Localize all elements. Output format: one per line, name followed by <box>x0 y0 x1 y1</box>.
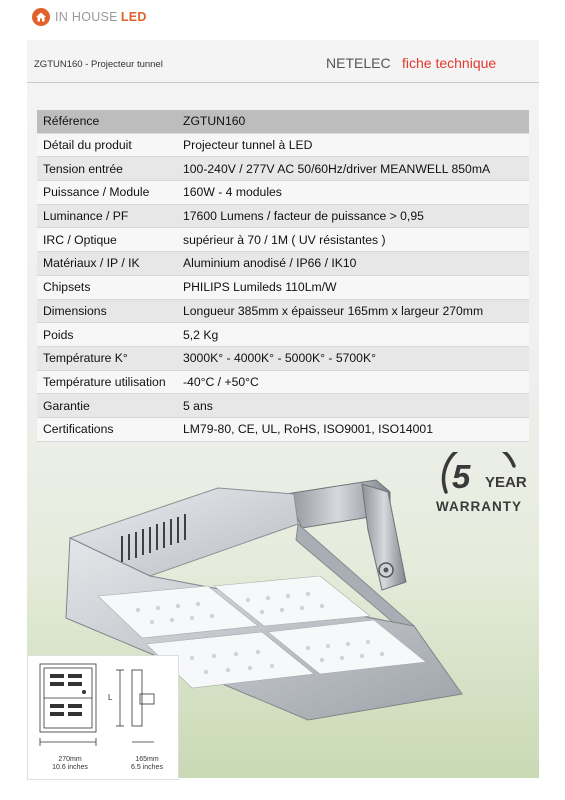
spec-value: 100-240V / 277V AC 50/60Hz/driver MEANWELL 850mA <box>177 157 529 181</box>
table-row <box>37 299 529 323</box>
spec-value: 5,2 Kg <box>177 323 529 347</box>
table-row <box>37 181 529 205</box>
spec-value: 160W - 4 modules <box>177 181 529 205</box>
warranty-year-label: YEAR <box>485 474 527 491</box>
warranty-label: WARRANTY <box>436 499 522 514</box>
table-row <box>37 417 529 441</box>
spec-label: Tension entrée <box>37 157 177 181</box>
spec-label: Poids <box>37 323 177 347</box>
spec-value: Longueur 385mm x épaisseur 165mm x largeur 270mm <box>177 299 529 323</box>
table-row <box>37 252 529 276</box>
length-label: L <box>108 693 113 702</box>
spec-value: LM79-80, CE, UL, RoHS, ISO9001, ISO14001 <box>177 417 529 441</box>
table-row <box>37 394 529 418</box>
table-row <box>37 323 529 347</box>
table-row <box>37 275 529 299</box>
table-row <box>37 133 529 157</box>
header-divider <box>27 82 539 83</box>
table-row <box>37 157 529 181</box>
spec-value: Projecteur tunnel à LED <box>177 133 529 157</box>
spec-value: supérieur à 70 / 1M ( UV résistantes ) <box>177 228 529 252</box>
spec-label: Détail du produit <box>37 133 177 157</box>
width-mm: 270mm <box>58 756 82 763</box>
spec-label: Chipsets <box>37 275 177 299</box>
spec-value: -40°C / +50°C <box>177 370 529 394</box>
brand-logo[interactable] <box>32 8 147 26</box>
spec-value: PHILIPS Lumileds 110Lm/W <box>177 275 529 299</box>
table-row <box>37 110 529 133</box>
spec-label: Garantie <box>37 394 177 418</box>
document-title: ZGTUN160 - Projecteur tunnel <box>34 59 163 70</box>
depth-mm: 165mm <box>135 756 159 763</box>
warranty-badge <box>428 452 538 524</box>
table-row <box>37 228 529 252</box>
brand-wordmark <box>55 10 147 24</box>
spec-label: Température utilisation <box>37 370 177 394</box>
width-dimension <box>42 756 98 772</box>
warranty-years: 5 <box>452 458 471 495</box>
table-row <box>37 370 529 394</box>
dimension-drawing <box>27 655 179 780</box>
spec-value: 17600 Lumens / facteur de puissance > 0,95 <box>177 204 529 228</box>
spec-label: Certifications <box>37 417 177 441</box>
width-inches: 10.6 inches <box>52 764 88 771</box>
brand-accent: LED <box>120 10 147 24</box>
spec-label: Puissance / Module <box>37 181 177 205</box>
spec-value: 3000K° - 4000K° - 5000K° - 5700K° <box>177 346 529 370</box>
spec-label: Matériaux / IP / IK <box>37 252 177 276</box>
depth-inches: 6.5 inches <box>131 764 163 771</box>
spec-label: Température K° <box>37 346 177 370</box>
depth-dimension <box>124 756 170 772</box>
document-type: fiche technique <box>402 55 497 71</box>
spec-value: ZGTUN160 <box>177 110 529 133</box>
home-icon <box>32 8 50 26</box>
spec-value: Aluminium anodisé / IP66 / IK10 <box>177 252 529 276</box>
table-row <box>37 204 529 228</box>
spec-label: Luminance / PF <box>37 204 177 228</box>
spec-value: 5 ans <box>177 394 529 418</box>
spec-label: Dimensions <box>37 299 177 323</box>
spec-label: Référence <box>37 110 177 133</box>
brand-name: IN HOUSE <box>55 10 118 24</box>
table-row <box>37 346 529 370</box>
technical-drawing <box>28 656 178 756</box>
spec-label: IRC / Optique <box>37 228 177 252</box>
company-name: NETELEC <box>326 55 391 71</box>
spec-table <box>37 110 529 442</box>
